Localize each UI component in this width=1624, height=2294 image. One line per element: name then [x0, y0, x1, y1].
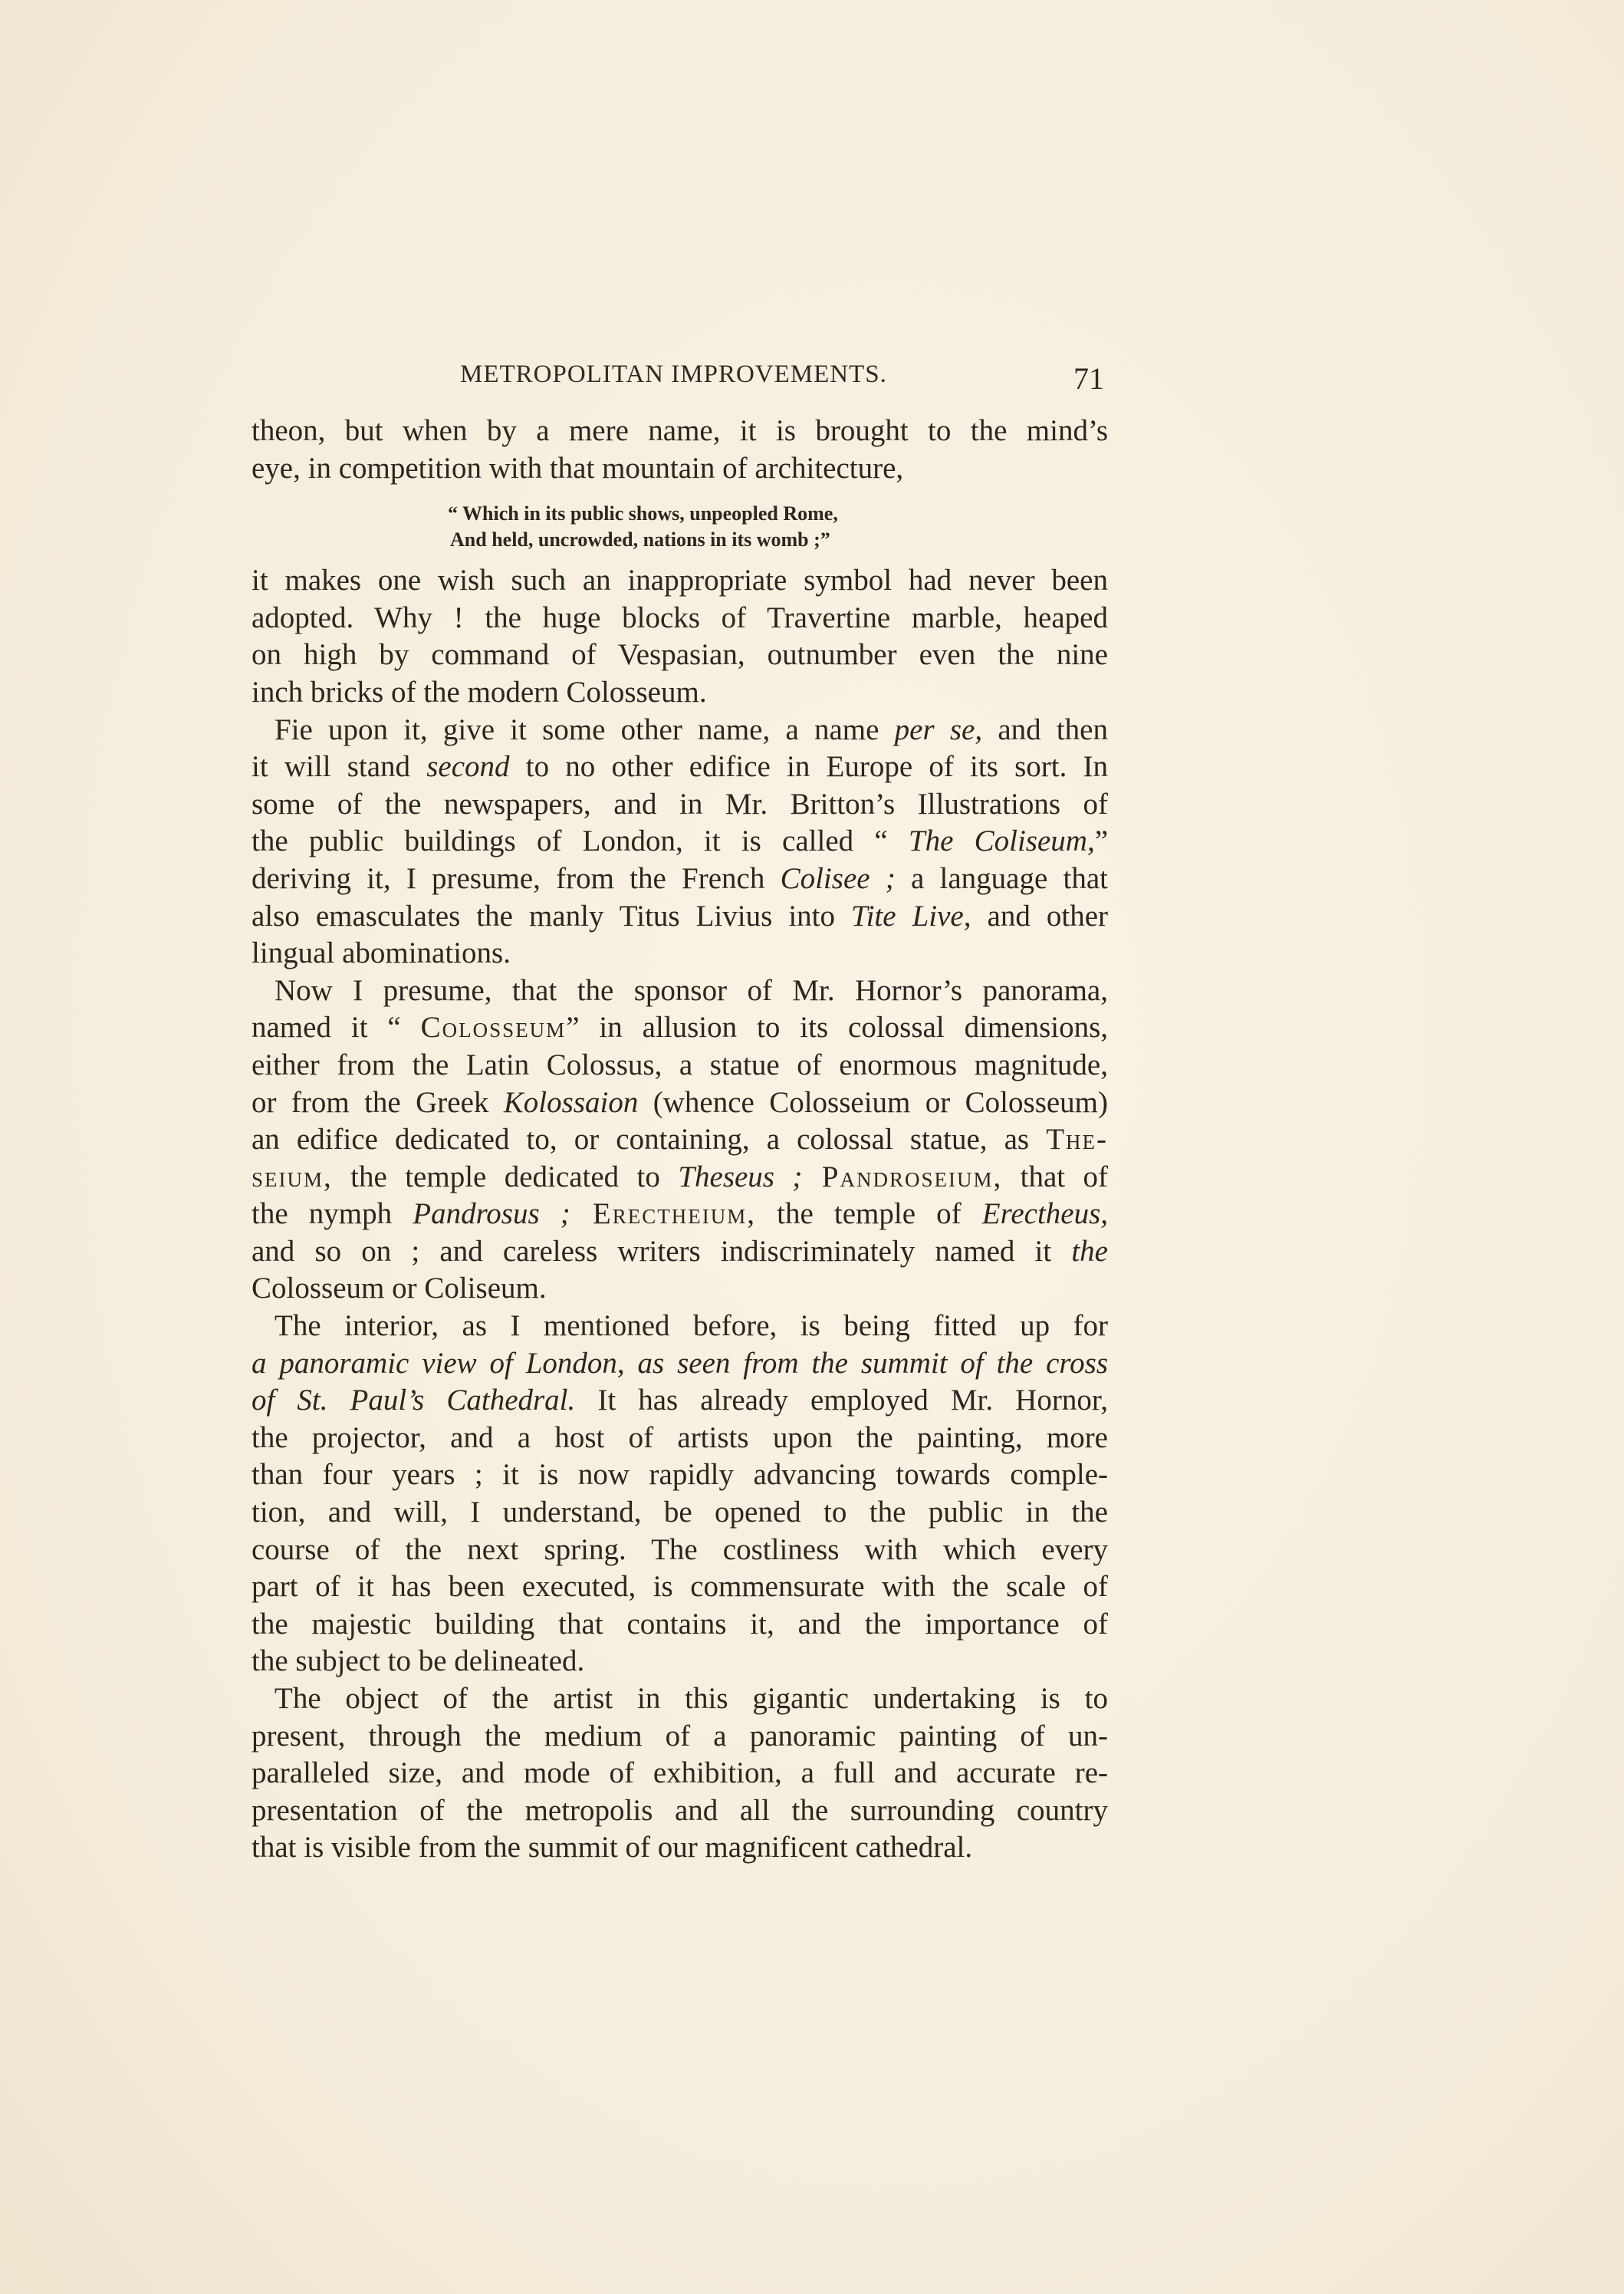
text-run: the temple dedicated to	[332, 1160, 679, 1193]
small-caps-run: The-	[1046, 1123, 1108, 1157]
text-line: Now I presume, that the sponsor of Mr. Hornor’s panorama,	[275, 973, 1108, 1007]
text-line	[251, 1121, 1108, 1159]
text-line: either from the Latin Colossus, a statue of enormous magnitude,	[251, 1048, 1108, 1081]
text-line: inch bricks of the modern Colosseum.	[251, 675, 707, 709]
text-line: course of the next spring. The costliness with which every	[251, 1532, 1108, 1566]
text-line: it makes one wish such an inappropriate symbol had never been	[251, 564, 1108, 597]
text-line: tion, and will, I understand, be opened to the public in the	[251, 1496, 1108, 1529]
running-head: METROPOLITAN IMPROVEMENTS.	[460, 360, 887, 388]
text-line	[251, 1345, 1108, 1383]
text-run: that of	[1002, 1160, 1109, 1193]
text-line: presentation of the metropolis and all the surrounding country	[251, 1793, 1108, 1827]
text-line	[251, 712, 1108, 749]
text-run: and then	[982, 713, 1108, 746]
text-line: the subject to be delineated.	[251, 1644, 585, 1678]
page-number: 71	[1073, 361, 1104, 396]
italic-run: the	[1071, 1234, 1108, 1268]
italic-run: Kolossaion	[503, 1085, 639, 1119]
text-line: on high by command of Vespasian, outnumber even the nine	[251, 638, 1108, 672]
quote-line: “ Which in its public shows, unpeopled Rome,	[448, 502, 838, 525]
small-caps-run: seium,	[251, 1160, 333, 1193]
text-run: it will stand	[251, 750, 427, 784]
text-line	[251, 1009, 1108, 1047]
body-text	[251, 413, 1108, 1867]
text-line: that is visible from the summit of our magnificent cathedral.	[251, 1831, 973, 1864]
text-run: named it “	[251, 1011, 421, 1045]
text-line: lingual abominations.	[251, 936, 511, 970]
text-run: also emasculates the manly Titus Livius into	[251, 899, 852, 933]
text-run: to no other edifice in Europe of its sort. In	[509, 750, 1108, 784]
text-line: part of it has been executed, is commensurate with the scale of	[251, 1570, 1108, 1604]
text-run: deriving it, I presume, from the French	[251, 861, 781, 895]
italic-run: of St. Paul’s Cathedral.	[251, 1384, 576, 1417]
text-line: The object of the artist in this gigantic undertaking is to	[275, 1682, 1108, 1715]
text-line	[251, 823, 1108, 861]
italic-run: The Coliseum,	[908, 824, 1095, 858]
italic-run: Colisee ;	[780, 861, 896, 895]
text-line	[251, 1233, 1108, 1271]
text-run: a language that	[895, 861, 1109, 895]
italic-run: Tite Live,	[851, 899, 971, 933]
italic-run: second	[426, 750, 510, 784]
small-caps-run: Pandroseium,	[802, 1160, 1003, 1193]
text-run: an edifice dedicated to, or containing, a colossal statue, as	[251, 1123, 1047, 1157]
text-run: the temple of	[755, 1197, 982, 1231]
text-line: eye, in competition with that mountain of architecture,	[251, 451, 904, 485]
text-line	[251, 861, 1108, 898]
text-line	[251, 1382, 1108, 1420]
italic-run: Theseus ;	[678, 1160, 803, 1193]
text-line	[251, 749, 1108, 786]
text-line: the majestic building that contains it, and the importance of	[251, 1607, 1108, 1641]
text-line: the projector, and a host of artists upon the painting, more	[251, 1420, 1108, 1454]
small-caps-run: Erectheium,	[570, 1197, 756, 1231]
text-run: the nymph	[251, 1197, 413, 1231]
italic-run: per se,	[894, 713, 983, 746]
text-run: or from the Greek	[251, 1085, 504, 1119]
verse-quotation	[448, 501, 908, 553]
text-line: The interior, as I mentioned before, is being fitted up for	[275, 1309, 1108, 1343]
text-line	[251, 898, 1108, 936]
text-run: (whence Colosseium or Colosseum)	[638, 1085, 1109, 1119]
text-run: ”	[1094, 824, 1109, 858]
italic-run: Erectheus,	[981, 1197, 1109, 1231]
text-line: than four years ; it is now rapidly advancing towards comple-	[251, 1458, 1108, 1492]
text-line	[251, 1196, 1108, 1233]
italic-run: Pandrosus ;	[413, 1197, 570, 1231]
text-run: and other	[971, 899, 1108, 933]
quote-line: And held, uncrowded, nations in its womb ;”	[450, 528, 830, 551]
text-line: paralleled size, and mode of exhibition, a full and accurate re-	[251, 1756, 1108, 1790]
text-line: theon, but when by a mere name, it is brought to the mind’s	[251, 414, 1108, 447]
text-line	[251, 1084, 1108, 1122]
text-run: It has already employed Mr. Hornor,	[575, 1384, 1108, 1417]
italic-run: a panoramic view of London, as seen from the summit of the cross	[251, 1346, 1108, 1380]
small-caps-run: Colosseum	[420, 1011, 567, 1045]
text-run: the public buildings of London, it is called “	[251, 824, 909, 858]
text-run: Fie upon it, give it some other name, a name	[275, 713, 895, 746]
text-run: and so on ; and careless writers indiscriminately named it	[251, 1234, 1072, 1268]
text-line: present, through the medium of a panoramic painting of un-	[251, 1719, 1108, 1753]
text-line	[251, 1159, 1108, 1196]
text-line: adopted. Why ! the huge blocks of Travertine marble, heaped	[251, 601, 1108, 634]
text-line: Colosseum or Coliseum.	[251, 1272, 547, 1305]
text-line: some of the newspapers, and in Mr. Britton’s Illustrations of	[251, 787, 1108, 821]
text-run: ” in allusion to its colossal dimensions,	[566, 1011, 1109, 1045]
